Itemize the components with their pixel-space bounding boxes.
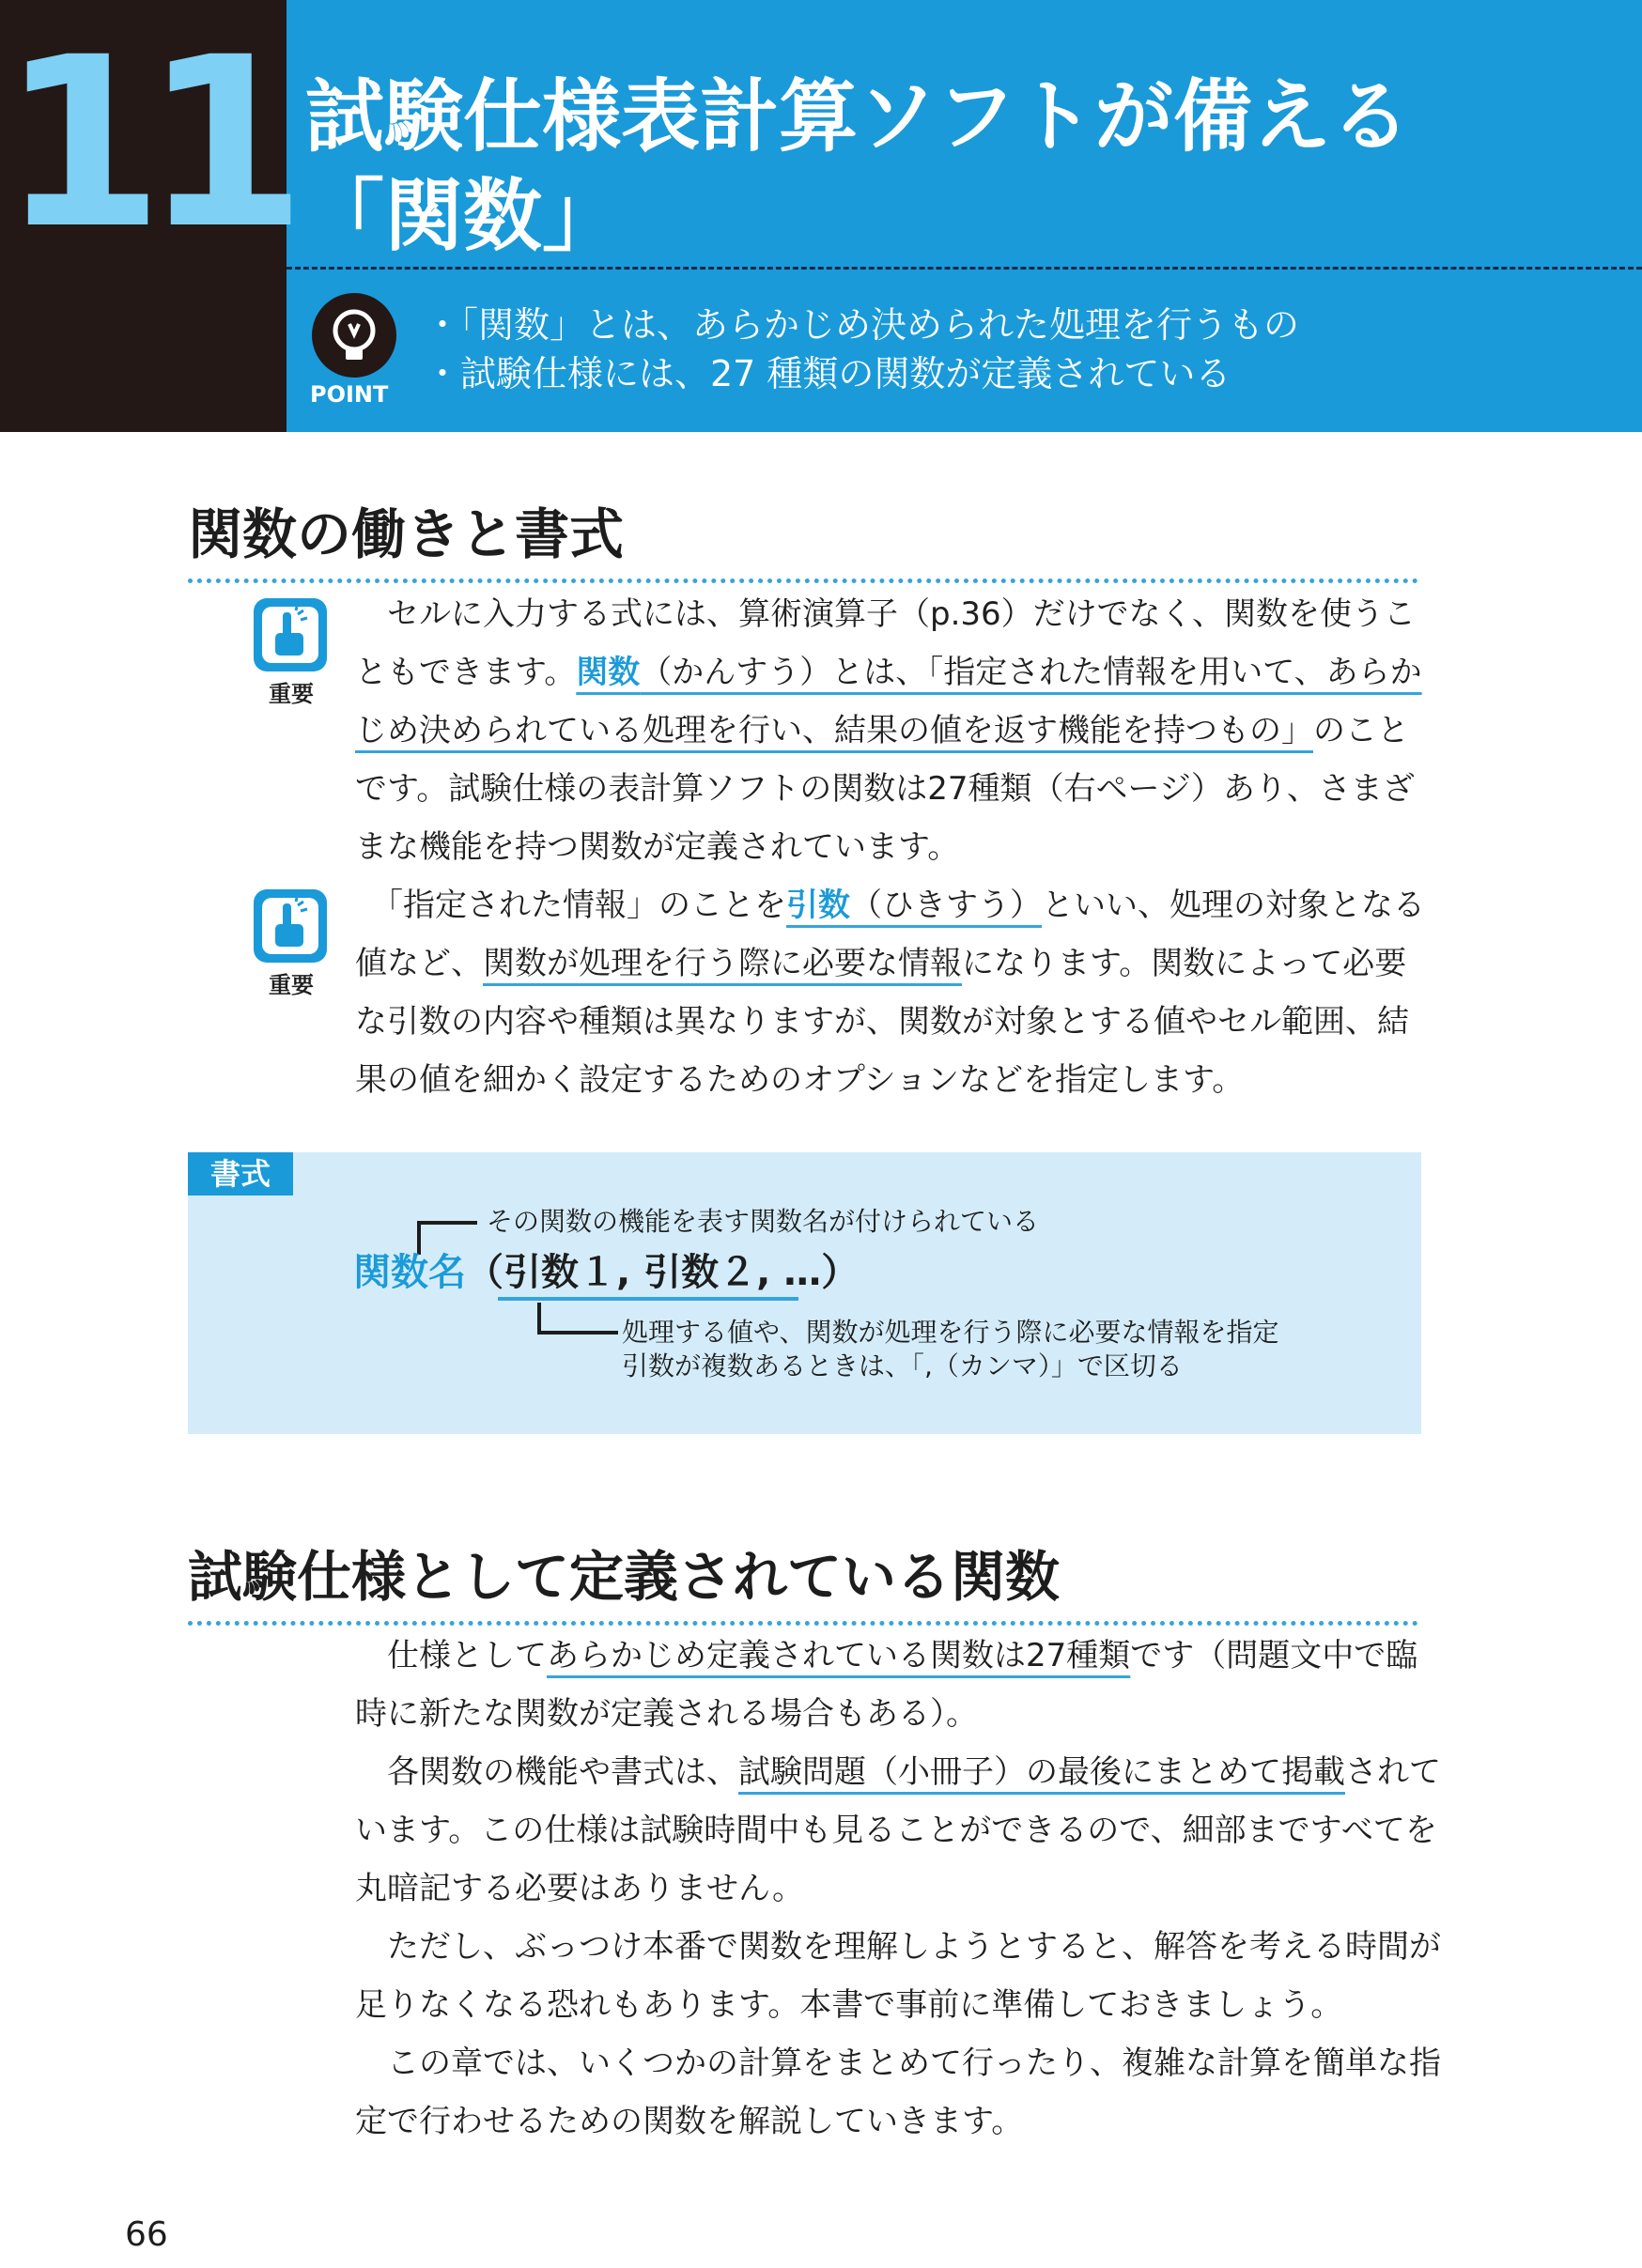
text-line: この章では、いくつかの計算をまとめて行ったり、複雑な計算を簡単な指 (355, 2044, 1441, 2082)
text-span: になります。関数によって必要 (962, 945, 1407, 982)
text-span: といい、処理の対象となる (1042, 887, 1425, 924)
definition-text: 関数が処理を行う際に必要な情報 (483, 945, 962, 982)
keyword-argument: 引数 (786, 887, 850, 924)
text-line: 定で行わせるための関数を解説していきます。 (355, 2103, 1024, 2140)
reading-text: （ひきすう） (850, 887, 1042, 924)
text-span: のこと (1313, 712, 1409, 749)
chapter-number-box (0, 0, 287, 432)
text-line: 果の値を細かく設定するためのオプションなどを指定します。 (355, 1061, 1245, 1099)
pointing-hand-icon (262, 607, 318, 663)
definition-text: じめ決められている処理を行い、結果の値を返す機能を持つもの」 (355, 712, 1313, 749)
section1-paragraph-1 (355, 585, 1421, 876)
text-span: されて (1345, 1753, 1441, 1791)
section-heading-function-format: 関数の働きと書式 (188, 507, 1418, 583)
text-line (355, 934, 1421, 993)
text-line (355, 876, 1425, 934)
text-line: 足りなくなる恐れもあります。本書で事前に準備しておきましょう。 (355, 1986, 1343, 2024)
text-line: ただし、ぶっつけ本番で関数を理解しようとすると、解答を考える時間が (355, 1928, 1441, 1966)
pointing-hand-icon (262, 898, 318, 954)
text-line (355, 1743, 1441, 1801)
bracket-bottom (537, 1303, 618, 1335)
text-line: な引数の内容や種類は異なりますが、関数が対象とする値やセル範囲、結 (355, 1003, 1409, 1041)
important-label: 重要 (269, 681, 314, 707)
text-span: 値など、 (355, 945, 483, 982)
section1-paragraph-2 (355, 876, 1425, 1109)
keyword-function: 関数 (576, 654, 641, 691)
text-line: です。試験仕様の表計算ソフトの関数は27種類（右ページ）あり、さまざ (355, 770, 1415, 808)
text-line (355, 702, 1421, 760)
text-span: 各関数の機能や書式は、 (355, 1753, 738, 1791)
definition-text: （かんすう）とは、「指定された情報を用いて、あらか (640, 654, 1422, 691)
args-underline (498, 1297, 798, 1301)
text-span: 仕様として (355, 1637, 547, 1674)
important-badge-1 (254, 598, 336, 708)
text-line: います。この仕様は試験時間中も見ることができるので、細部まですべてを (355, 1812, 1437, 1849)
chapter-title-line2: 「関数」 (305, 170, 622, 262)
header-divider (287, 267, 1642, 270)
format-box (188, 1152, 1421, 1434)
important-label: 重要 (269, 972, 314, 998)
important-badge-2 (254, 889, 336, 999)
point-item-2: ・試験仕様には、27 種類の関数が定義されている (425, 353, 1232, 394)
text-line: セルに入力する式には、算術演算子（p.36）だけでなく、関数を使うこ (355, 595, 1416, 633)
format-tag: 書式 (188, 1152, 293, 1196)
chapter-title-line1: 試験仕様表計算ソフトが備える (305, 70, 1411, 162)
lightbulb-icon (312, 293, 396, 378)
format-syntax (353, 1251, 860, 1294)
section-heading-defined-functions: 試験仕様として定義されている関数 (188, 1550, 1418, 1626)
text-line: 丸暗記する必要はありません。 (355, 1870, 805, 1907)
format-arguments: （引数１, 引数２, …） (466, 1251, 860, 1294)
text-line: 時に新たな関数が定義される場合もある）。 (355, 1695, 978, 1733)
bracket-top (417, 1221, 477, 1255)
format-note-arguments-2: 引数が複数あるときは、「,（カンマ）」で区切る (622, 1350, 1183, 1381)
text-span: 「指定された情報」のことを (355, 887, 786, 924)
highlight-text: 試験問題（小冊子）の最後にまとめて掲載 (738, 1753, 1345, 1791)
text-span: ともできます。 (355, 654, 577, 691)
text-line (355, 643, 1421, 702)
text-line (355, 1627, 1421, 1685)
text-line: まな機能を持つ関数が定義されています。 (355, 828, 960, 866)
chapter-number: 11 (0, 7, 287, 280)
point-label: POINT (310, 381, 389, 408)
text-span: です（問題文中で臨 (1130, 1637, 1418, 1674)
highlight-text: あらかじめ定義されている関数は27種類 (547, 1637, 1131, 1674)
point-item-1: ・「関数」とは、あらかじめ決められた処理を行うもの (425, 304, 1300, 346)
format-note-arguments-1: 処理する値や、関数が処理を行う際に必要な情報を指定 (622, 1317, 1279, 1348)
format-note-function-name: その関数の機能を表す関数名が付けられている (487, 1206, 1040, 1237)
section2-paragraphs (355, 1627, 1441, 2151)
page-number: 66 (125, 2215, 168, 2254)
format-function-name: 関数名 (353, 1251, 466, 1294)
